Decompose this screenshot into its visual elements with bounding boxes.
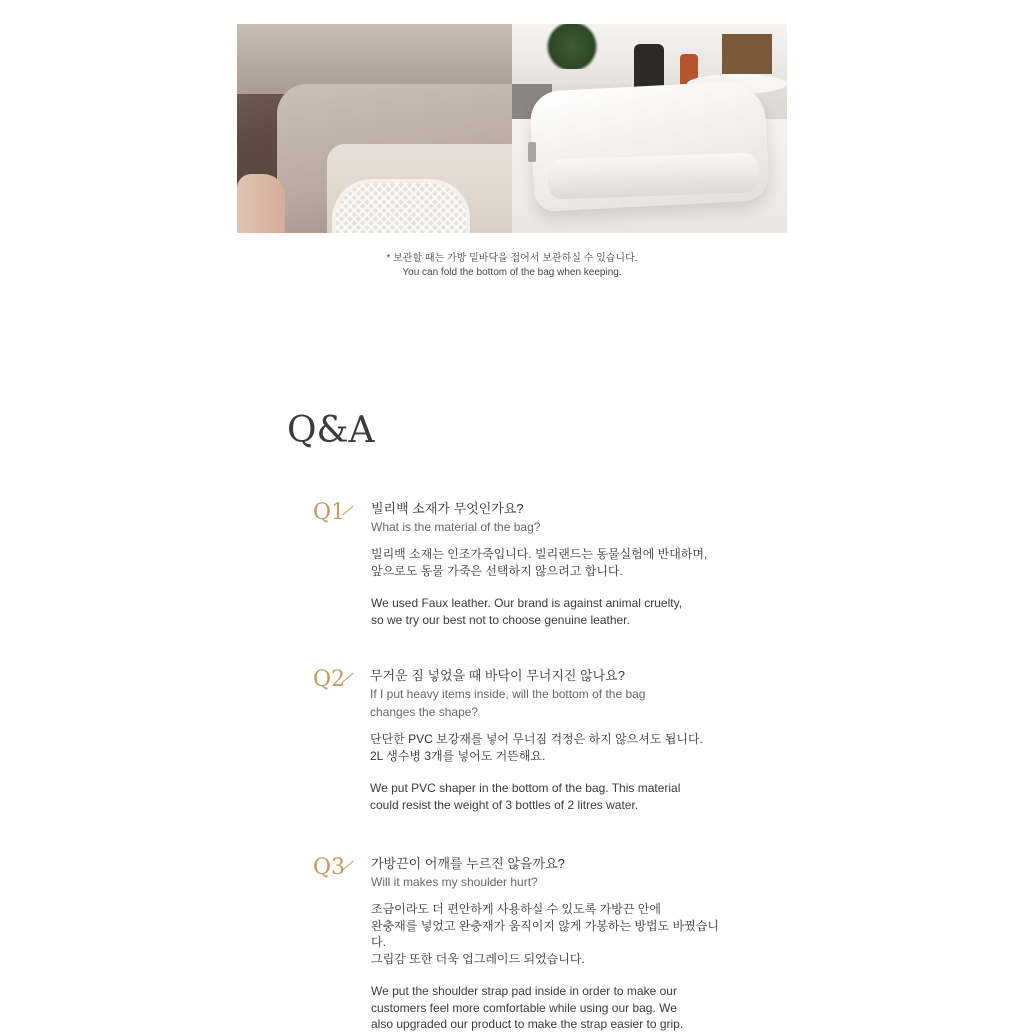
answer-english: We used Faux leather. Our brand is against animal cruelty, so we try our best not to choose genuine leather. — [371, 596, 683, 627]
question-number: Q1 — [313, 500, 345, 525]
caption-english: You can fold the bottom of the bag when keeping. — [402, 267, 622, 278]
question-korean: 가방끈이 어깨를 누르진 않을까요? — [371, 856, 565, 871]
question-korean: 무거운 짐 넣었을 때 바닥이 무너지진 않나요? — [370, 668, 625, 683]
question-number: Q3 — [313, 855, 345, 880]
answer-english: We put PVC shaper in the bottom of the bag. This material could resist the weight of 3 bottles of 2 litres water. — [370, 781, 681, 812]
folded-bag-photo — [512, 24, 787, 233]
product-photo-row — [237, 24, 787, 233]
qa-content — [371, 855, 731, 1033]
answer-english: We put the shoulder strap pad inside in order to make our customers feel more comfortable while using our bag. We also upgraded our product to make the strap easier to grip. — [371, 984, 684, 1031]
question-english: Will it makes my shoulder hurt? — [371, 875, 538, 889]
answer-korean: 빌리백 소재는 인조가죽입니다. 빌리랜드는 동물실험에 반대하며, 앞으로도 동물 가죽은 선택하지 않으려고 합니다. — [371, 547, 708, 578]
question-english: If I put heavy items inside, will the bottom of the bag changes the shape? — [370, 687, 646, 719]
photo-caption — [237, 252, 787, 280]
question-korean: 빌리백 소재가 무엇인가요? — [371, 501, 524, 516]
answer-korean: 단단한 PVC 보강재를 넣어 무너짐 걱정은 하지 않으셔도 됩니다. 2L 생수병 3개를 넣어도 거뜬해요. — [370, 732, 703, 763]
caption-korean: * 보관할 때는 가방 밑바닥을 접어서 보관하실 수 있습니다. — [386, 253, 638, 264]
bag-interior-photo — [237, 24, 512, 233]
question-number: Q2 — [313, 667, 345, 692]
qa-content — [371, 500, 731, 628]
question-english: What is the material of the bag? — [371, 520, 541, 534]
qa-section-title: Q&A — [287, 410, 375, 451]
qa-content — [370, 667, 730, 813]
answer-korean: 조금이라도 더 편안하게 사용하실 수 있도록 가방끈 안에 완충재를 넣었고 완충재가 움직이지 않게 가봉하는 방법도 바꿨습니다. 그립감 또한 더욱 업그레이드 되었습니다. — [371, 902, 719, 966]
